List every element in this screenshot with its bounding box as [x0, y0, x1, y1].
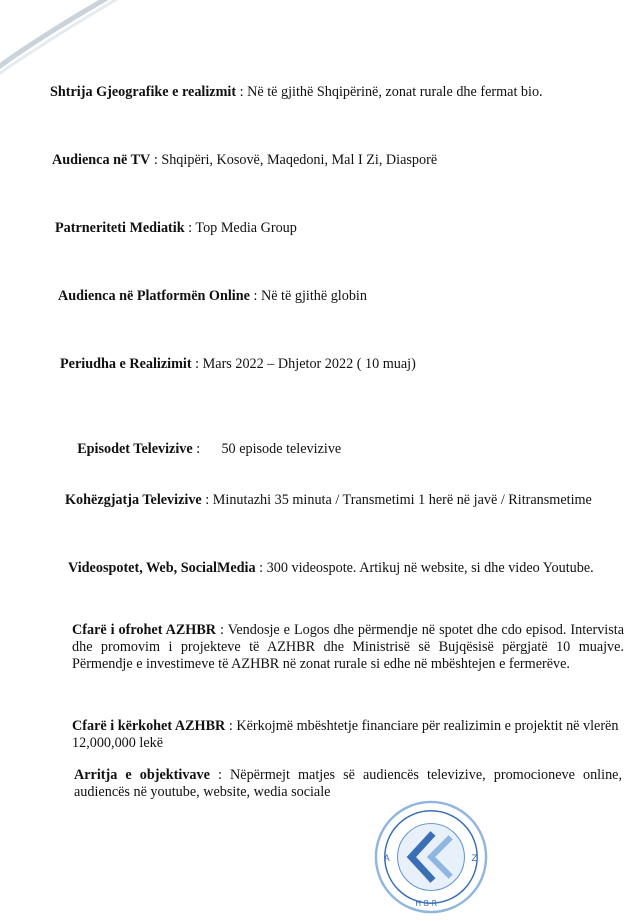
field-label: Kohëzgjatja Televizive: [65, 492, 202, 508]
field-value: Vendosje e Logos dhe përmendje në spotet dhe cdo episod. Intervista dhe promovim i projekteve të AZHBR dhe Ministrisë së Bujqësisë përgjatë 10 muajve. Përmendje e investimeve të AZHBR në zonat rurale si edhe në mbështejen e fermerëve.: [72, 622, 624, 672]
field-online-audience: Audienca në Platformën Online : Në të gjithë globin: [58, 288, 367, 304]
field-value: Mars 2022 – Dhjetor 2022 ( 10 muaj): [202, 356, 416, 372]
field-value: Në të gjithë Shqipërinë, zonat rurale dhe fermat bio.: [247, 84, 543, 100]
field-value: Shqipëri, Kosovë, Maqedoni, Mal I Zi, Diasporë: [161, 152, 438, 168]
page-fold-corner: [0, 0, 126, 94]
field-label: Cfarë i kërkohet AZHBR: [72, 718, 226, 734]
field-label: Episodet Televizive: [77, 441, 193, 457]
field-label: Videospotet, Web, SocialMedia: [68, 560, 256, 576]
field-objectives-achievement: Arritja e objektivave : Nëpërmejt matjes së audiencës televizive, promocioneve online, audiencës në youtube, website, wedia sociale: [74, 767, 623, 800]
field-geographic-scope: Shtrija Gjeografike e realizmit : Në të gjithë Shqipërinë, zonat rurale dhe fermat bio.: [50, 84, 543, 100]
svg-text:H B R: H B R: [415, 899, 438, 909]
field-label: Audienca në TV: [52, 152, 151, 168]
field-value: Minutazhi 35 minuta / Transmetimi 1 herë në javë / Ritransmetime: [212, 492, 592, 508]
field-label: Audienca në Platformën Online: [58, 288, 250, 304]
field-request-from-azhbr: Cfarë i kërkohet AZHBR : Kërkojmë mbështetje financiare për realizimin e projektit në vlerën 12,000,000 lekë: [72, 718, 619, 751]
field-value: Kërkojmë mbështetje financiare për realizimin e projektit në vlerën 12,000,000 lekë: [72, 718, 619, 751]
field-tv-duration: Kohëzgjatja Televizive : Minutazhi 35 minuta / Transmetimi 1 herë në javë / Ritransmetime: [65, 492, 592, 508]
svg-text:Z: Z: [471, 853, 478, 864]
field-label: Periudha e Realizimit: [60, 356, 192, 372]
field-tv-audience: Audienca në TV : Shqipëri, Kosovë, Maqedoni, Mal I Zi, Diasporë: [52, 152, 438, 168]
field-realization-period: Periudha e Realizimit : Mars 2022 – Dhjetor 2022 ( 10 muaj): [60, 356, 416, 372]
field-value: Në të gjithë globin: [260, 288, 367, 304]
field-video-web-social: Videospotet, Web, SocialMedia : 300 videospote. Artikuj në website, si dhe video Youtube.: [68, 560, 594, 576]
svg-text:A: A: [383, 853, 390, 864]
field-value: 50 episode televizive: [221, 441, 342, 457]
field-value: Nëpërmejt matjes së audiencës televizive, promocioneve online, audiencës në youtube, website, wedia sociale: [74, 767, 623, 800]
field-label: Shtrija Gjeografike e realizmit: [50, 84, 237, 100]
field-label: Arritja e objektivave: [74, 767, 210, 783]
field-label: Patrneriteti Mediatik: [55, 220, 185, 236]
field-tv-episodes: Episodet Televizive : 50 episode televizive: [77, 441, 342, 457]
field-offer-to-azhbr: Cfarë i ofrohet AZHBR : Vendosje e Logos dhe përmendje në spotet dhe cdo episod. Intervista dhe promovim i projekteve të AZHBR dhe Ministrisë së Bujqësisë përgjatë 10 muajve. Përmendje e investimeve të AZHBR në zonat rurale si edhe në mbështejen e fermerëve.: [72, 622, 624, 672]
field-label: Cfarë i ofrohet AZHBR: [72, 622, 217, 638]
azhbr-stamp-seal: [372, 798, 490, 916]
field-value: Top Media Group: [195, 220, 297, 236]
field-value: 300 videospote. Artikuj në website, si dhe video Youtube.: [266, 560, 594, 576]
field-media-partnership: Patrneriteti Mediatik : Top Media Group: [55, 220, 297, 236]
